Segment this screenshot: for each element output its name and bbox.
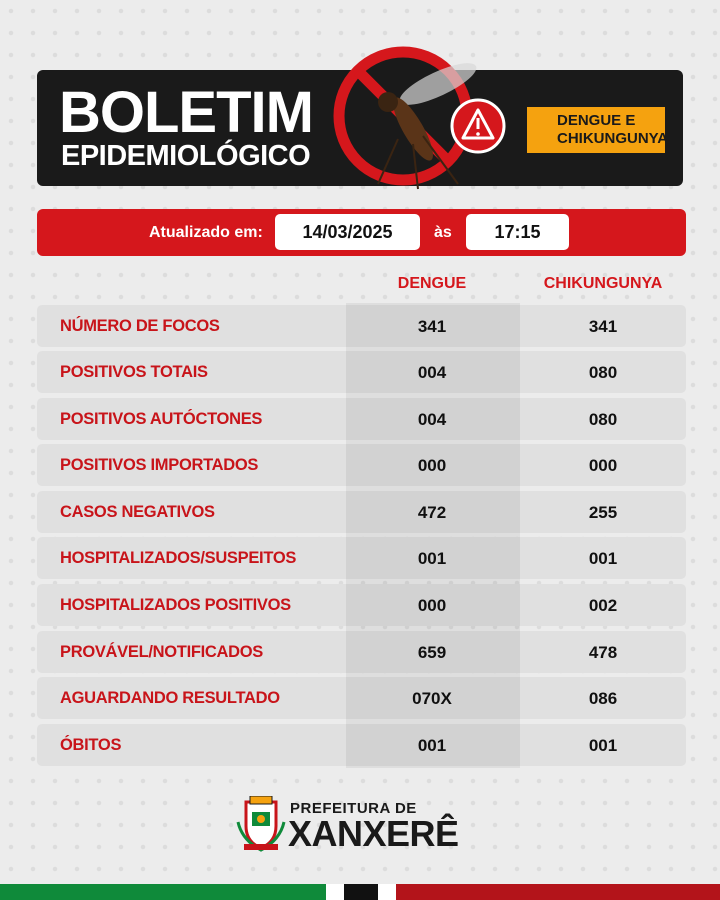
chikungunya-value: 341	[588, 317, 618, 336]
row-label: PROVÁVEL/NOTIFICADOS	[60, 643, 264, 661]
footer-prefix: PREFEITURA DE	[290, 800, 417, 817]
chikungunya-value: 086	[588, 689, 618, 708]
coat-of-arms-icon	[236, 796, 286, 852]
chikungunya-value: 000	[588, 456, 618, 475]
footer-city: XANXERÊ	[288, 813, 459, 854]
dengue-value: 001	[417, 549, 447, 568]
row-label: POSITIVOS IMPORTADOS	[60, 456, 259, 474]
column-header-chikungunya: CHIKUNGUNYA	[543, 275, 663, 292]
updated-time: 17:15	[466, 214, 569, 250]
warning-icon	[452, 100, 504, 152]
row-label: HOSPITALIZADOS/SUSPEITOS	[60, 549, 297, 567]
disease-badge	[527, 107, 669, 153]
row-label: CASOS NEGATIVOS	[60, 503, 215, 521]
chikungunya-value: 001	[588, 736, 618, 755]
mosquito-prohibited-icon	[318, 44, 518, 194]
chikungunya-value: 002	[588, 596, 618, 615]
row-label: POSITIVOS TOTAIS	[60, 363, 208, 381]
dengue-value: 004	[417, 363, 447, 382]
chikungunya-value: 080	[588, 363, 618, 382]
row-label: AGUARDANDO RESULTADO	[60, 689, 280, 707]
dengue-value: 000	[417, 456, 447, 475]
footer-stripe-white	[326, 884, 344, 900]
chikungunya-value: 080	[588, 410, 618, 429]
row-label: ÓBITOS	[60, 736, 122, 754]
chikungunya-value: 255	[588, 503, 618, 522]
dengue-value: 659	[417, 643, 447, 662]
dengue-value: 070X	[412, 689, 452, 708]
badge-line-1: DENGUE E	[557, 112, 636, 129]
column-header-dengue: DENGUE	[397, 275, 467, 292]
dengue-value: 001	[417, 736, 447, 755]
updated-connector: às	[434, 224, 452, 241]
dengue-column-shade	[346, 303, 520, 768]
row-label: NÚMERO DE FOCOS	[60, 317, 220, 335]
page-title: BOLETIM	[59, 80, 313, 145]
footer-stripe-white	[378, 884, 396, 900]
footer-stripe-green	[0, 884, 326, 900]
dengue-value: 341	[417, 317, 447, 336]
updated-bar	[37, 209, 686, 256]
row-label: POSITIVOS AUTÓCTONES	[60, 410, 263, 428]
dengue-value: 000	[417, 596, 447, 615]
row-label: HOSPITALIZADOS POSITIVOS	[60, 596, 291, 614]
dengue-value: 472	[417, 503, 447, 522]
updated-date: 14/03/2025	[275, 214, 420, 250]
updated-label: Atualizado em:	[149, 224, 263, 241]
footer-stripe-black	[344, 884, 378, 900]
footer-stripe-red	[396, 884, 720, 900]
chikungunya-value: 478	[588, 643, 618, 662]
page-subtitle: EPIDEMIOLÓGICO	[61, 140, 311, 172]
badge-line-2: CHIKUNGUNYA	[557, 130, 669, 147]
dengue-value: 004	[417, 410, 447, 429]
chikungunya-value: 001	[588, 549, 618, 568]
